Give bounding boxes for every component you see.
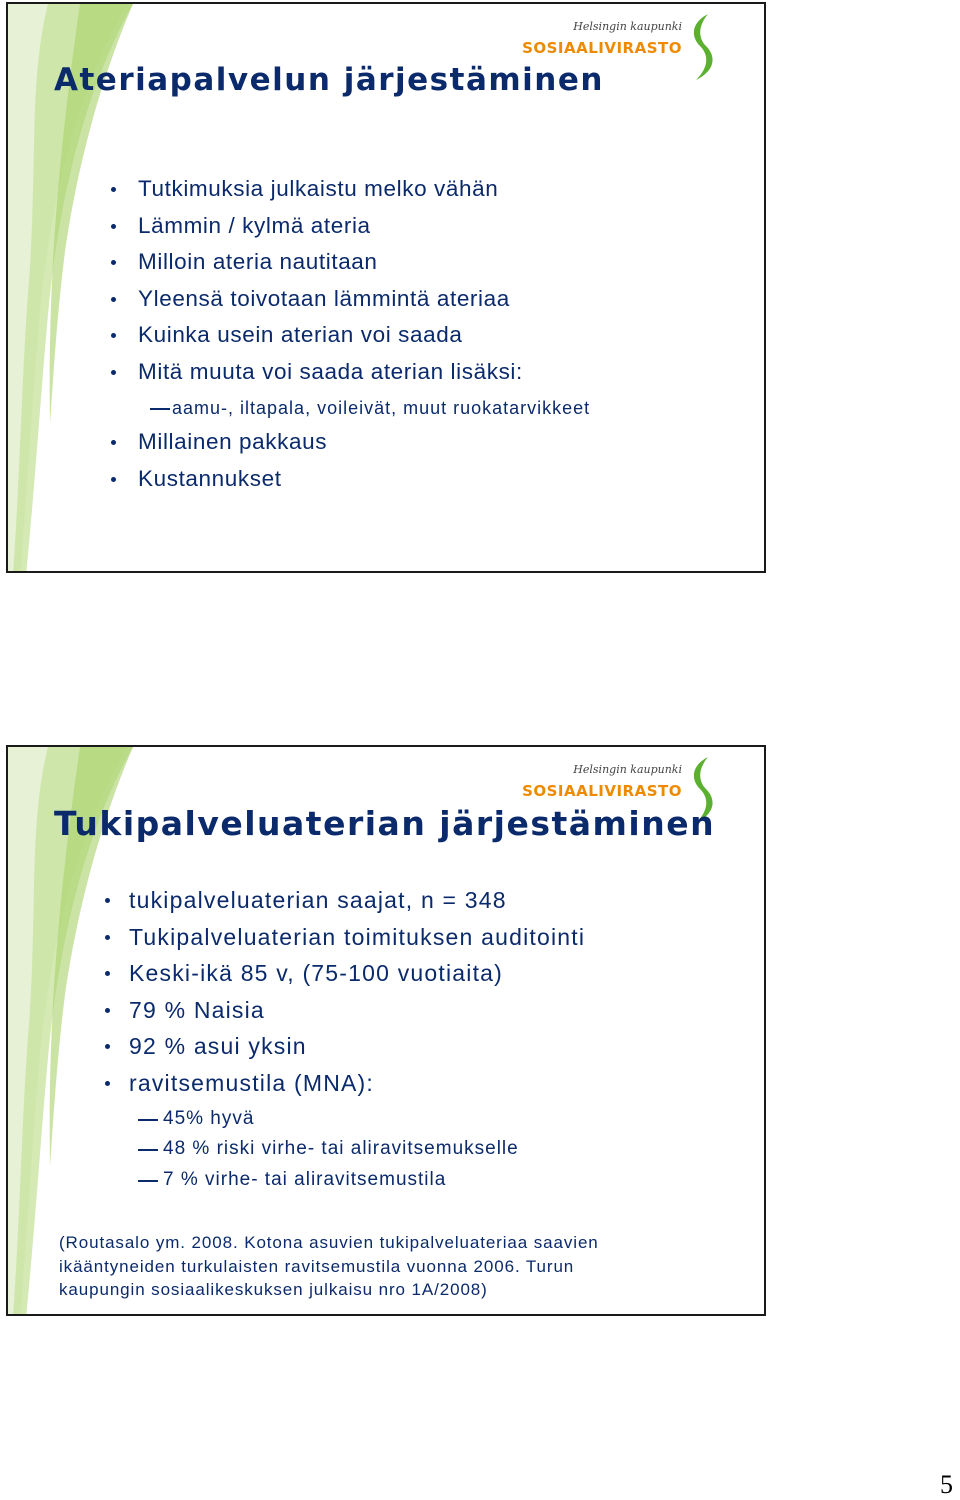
bullet-item — [102, 1068, 585, 1105]
bullet-text: Milloin ateria nautitaan — [138, 249, 378, 274]
bullet-dot-icon — [111, 260, 116, 265]
bullet-text: Kuinka usein aterian voi saada — [138, 322, 463, 347]
sub-bullet-item — [108, 393, 590, 427]
bullet-item — [102, 1031, 585, 1068]
bullet-item — [108, 284, 590, 321]
bullet-text: Kustannukset — [138, 465, 282, 491]
bullet-dot-icon — [105, 971, 110, 976]
bullet-dot-icon — [105, 1081, 110, 1086]
dash-icon — [138, 1149, 158, 1151]
bullet-item — [102, 995, 585, 1032]
sub-bullet-text: 48 % riski virhe- tai aliravitsemukselle — [163, 1138, 519, 1160]
sub-bullet-item — [102, 1166, 585, 1197]
logo-main-text: SOSIAALIVIRASTO — [522, 782, 682, 800]
bullet-item — [102, 922, 585, 959]
sub-bullet-text: aamu-, iltapala, voileivät, muut ruokatarvikkeet — [172, 398, 591, 418]
bullet-item — [102, 885, 585, 922]
bullet-item — [102, 958, 585, 995]
logo-city-text: Helsingin kaupunki — [573, 763, 682, 776]
bullet-text: 79 % Naisia — [129, 996, 265, 1023]
bullet-list — [108, 174, 590, 500]
slide-1 — [6, 2, 766, 573]
bullet-text: Tukipalveluaterian toimituksen auditointi — [129, 923, 586, 950]
reference-line: ikääntyneiden turkulaisten ravitsemustila vuonna 2006. Turun — [59, 1256, 575, 1276]
bullet-item — [108, 464, 590, 501]
bullet-item — [108, 357, 590, 394]
bullet-dot-icon — [111, 477, 116, 482]
reference-line: (Routasalo ym. 2008. Kotona asuvien tukipalveluateriaa saavien — [59, 1233, 599, 1252]
bullet-dot-icon — [105, 935, 110, 940]
dash-icon — [138, 1180, 158, 1182]
logo-main-text: SOSIAALIVIRASTO — [522, 39, 682, 57]
source-reference — [59, 1231, 749, 1302]
bullet-dot-icon — [111, 333, 116, 338]
bullet-text: Keski-ikä 85 v, (75-100 vuotiaita) — [129, 960, 504, 987]
bullet-dot-icon — [111, 297, 116, 302]
bullet-dot-icon — [111, 187, 116, 192]
bullet-dot-icon — [105, 898, 110, 903]
dash-icon — [150, 408, 170, 410]
green-s-logo-icon — [686, 12, 716, 82]
sub-bullet-item — [102, 1135, 585, 1166]
bullet-item — [108, 211, 590, 248]
bullet-text: Mitä muuta voi saada aterian lisäksi: — [138, 358, 523, 384]
bullet-text: Lämmin / kylmä ateria — [138, 212, 371, 238]
sub-bullet-item — [102, 1105, 585, 1136]
bullet-item — [108, 427, 590, 464]
bullet-dot-icon — [111, 440, 116, 445]
sub-bullet-text: 45% hyvä — [163, 1107, 255, 1129]
slide-title: Ateriapalvelun järjestäminen — [54, 62, 604, 98]
bullet-text: tukipalveluaterian saajat, n = 348 — [129, 887, 507, 913]
bullet-list — [102, 885, 585, 1196]
bullet-dot-icon — [111, 370, 116, 375]
bullet-item — [108, 247, 590, 284]
bullet-dot-icon — [105, 1044, 110, 1049]
bullet-item — [108, 174, 590, 211]
page-number: 5 — [940, 1470, 953, 1499]
dash-icon — [138, 1119, 158, 1121]
sub-bullet-text: 7 % virhe- tai aliravitsemustila — [163, 1168, 447, 1190]
logo-city-text: Helsingin kaupunki — [573, 20, 682, 33]
bullet-dot-icon — [111, 224, 116, 229]
bullet-item — [108, 320, 590, 357]
slide-title: Tukipalveluaterian järjestäminen — [54, 804, 716, 843]
bullet-text: Yleensä toivotaan lämmintä ateriaa — [138, 285, 510, 311]
bullet-text: Millainen pakkaus — [138, 429, 328, 454]
bullet-text: ravitsemustila (MNA): — [129, 1069, 375, 1096]
bullet-text: Tutkimuksia julkaistu melko vähän — [138, 176, 499, 201]
bullet-text: 92 % asui yksin — [129, 1033, 307, 1060]
slide-2 — [6, 745, 766, 1316]
bullet-dot-icon — [105, 1008, 110, 1013]
reference-line: kaupungin sosiaalikeskuksen julkaisu nro 1A/2008) — [59, 1280, 488, 1299]
